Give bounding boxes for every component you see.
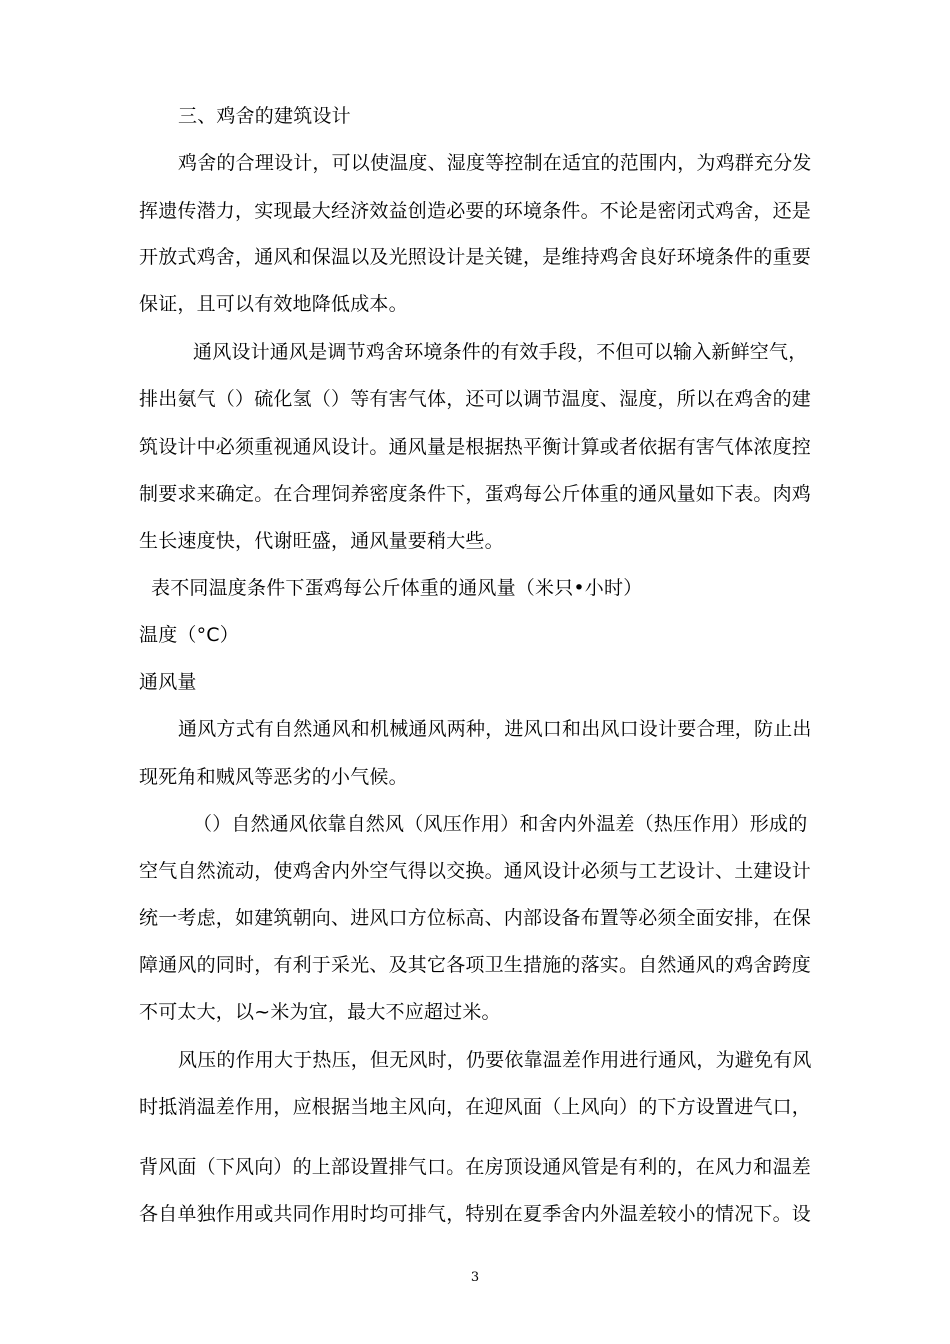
paragraph-line: 不可太大，以~米为宜，最大不应超过米。 xyxy=(139,1001,501,1023)
paragraph-line: 背风面（下风向）的上部设置排气口。在房顶设通风管是有利的，在风力和温差 xyxy=(139,1156,812,1178)
paragraph-line: 通风方式有自然通风和机械通风两种，进风口和出风口设计要合理，防止出 xyxy=(178,718,812,740)
paragraph-line: （）自然通风依靠自然风（风压作用）和舍内外温差（热压作用）形成的 xyxy=(193,813,808,835)
paragraph-line: 挥遗传潜力，实现最大经济效益创造必要的环境条件。不论是密闭式鸡舍，还是 xyxy=(139,200,812,222)
paragraph-line: 通风设计通风是调节鸡舍环境条件的有效手段，不但可以输入新鲜空气， xyxy=(193,341,808,363)
paragraph-line: 统一考虑，如建筑朝向、进风口方位标高、内部设备布置等必须全面安排，在保 xyxy=(139,907,812,929)
paragraph-line: 筑设计中必须重视通风设计。通风量是根据热平衡计算或者依据有害气体浓度控 xyxy=(139,436,812,458)
paragraph-line: 鸡舍的合理设计，可以使温度、湿度等控制在适宜的范围内，为鸡群充分发 xyxy=(178,152,812,174)
section-heading: 三、鸡舍的建筑设计 xyxy=(178,105,351,127)
page-number: 3 xyxy=(470,1270,480,1285)
paragraph-line: 保证，且可以有效地降低成本。 xyxy=(139,293,408,315)
paragraph-line: 排出氨气（）硫化氢（）等有害气体，还可以调节温度、湿度，所以在鸡舍的建 xyxy=(139,388,812,410)
paragraph-line: 开放式鸡舍，通风和保温以及光照设计是关键，是维持鸡舍良好环境条件的重要 xyxy=(139,246,812,268)
paragraph-line: 空气自然流动，使鸡舍内外空气得以交换。通风设计必须与工艺设计、土建设计 xyxy=(139,860,812,882)
paragraph-line: 生长速度快，代谢旺盛，通风量要稍大些。 xyxy=(139,530,504,552)
paragraph-line: 现死角和贼风等恶劣的小气候。 xyxy=(139,766,408,788)
paragraph-line: 障通风的同时，有利于采光、及其它各项卫生措施的落实。自然通风的鸡舍跨度 xyxy=(139,954,812,976)
table-caption: 表不同温度条件下蛋鸡每公斤体重的通风量（米只•小时） xyxy=(151,577,643,599)
paragraph-line: 时抵消温差作用，应根据当地主风向，在迎风面（上风向）的下方设置进气口， xyxy=(139,1096,812,1118)
paragraph-line: 风压的作用大于热压，但无风时，仍要依靠温差作用进行通风，为避免有风 xyxy=(178,1049,812,1071)
table-header-temperature: 温度（°C） xyxy=(139,624,239,646)
paragraph-line: 制要求来确定。在合理饲养密度条件下，蛋鸡每公斤体重的通风量如下表。肉鸡 xyxy=(139,483,812,505)
table-header-ventilation: 通风量 xyxy=(139,671,197,693)
paragraph-line: 各自单独作用或共同作用时均可排气，特别在夏季舍内外温差较小的情况下。设 xyxy=(139,1203,812,1225)
